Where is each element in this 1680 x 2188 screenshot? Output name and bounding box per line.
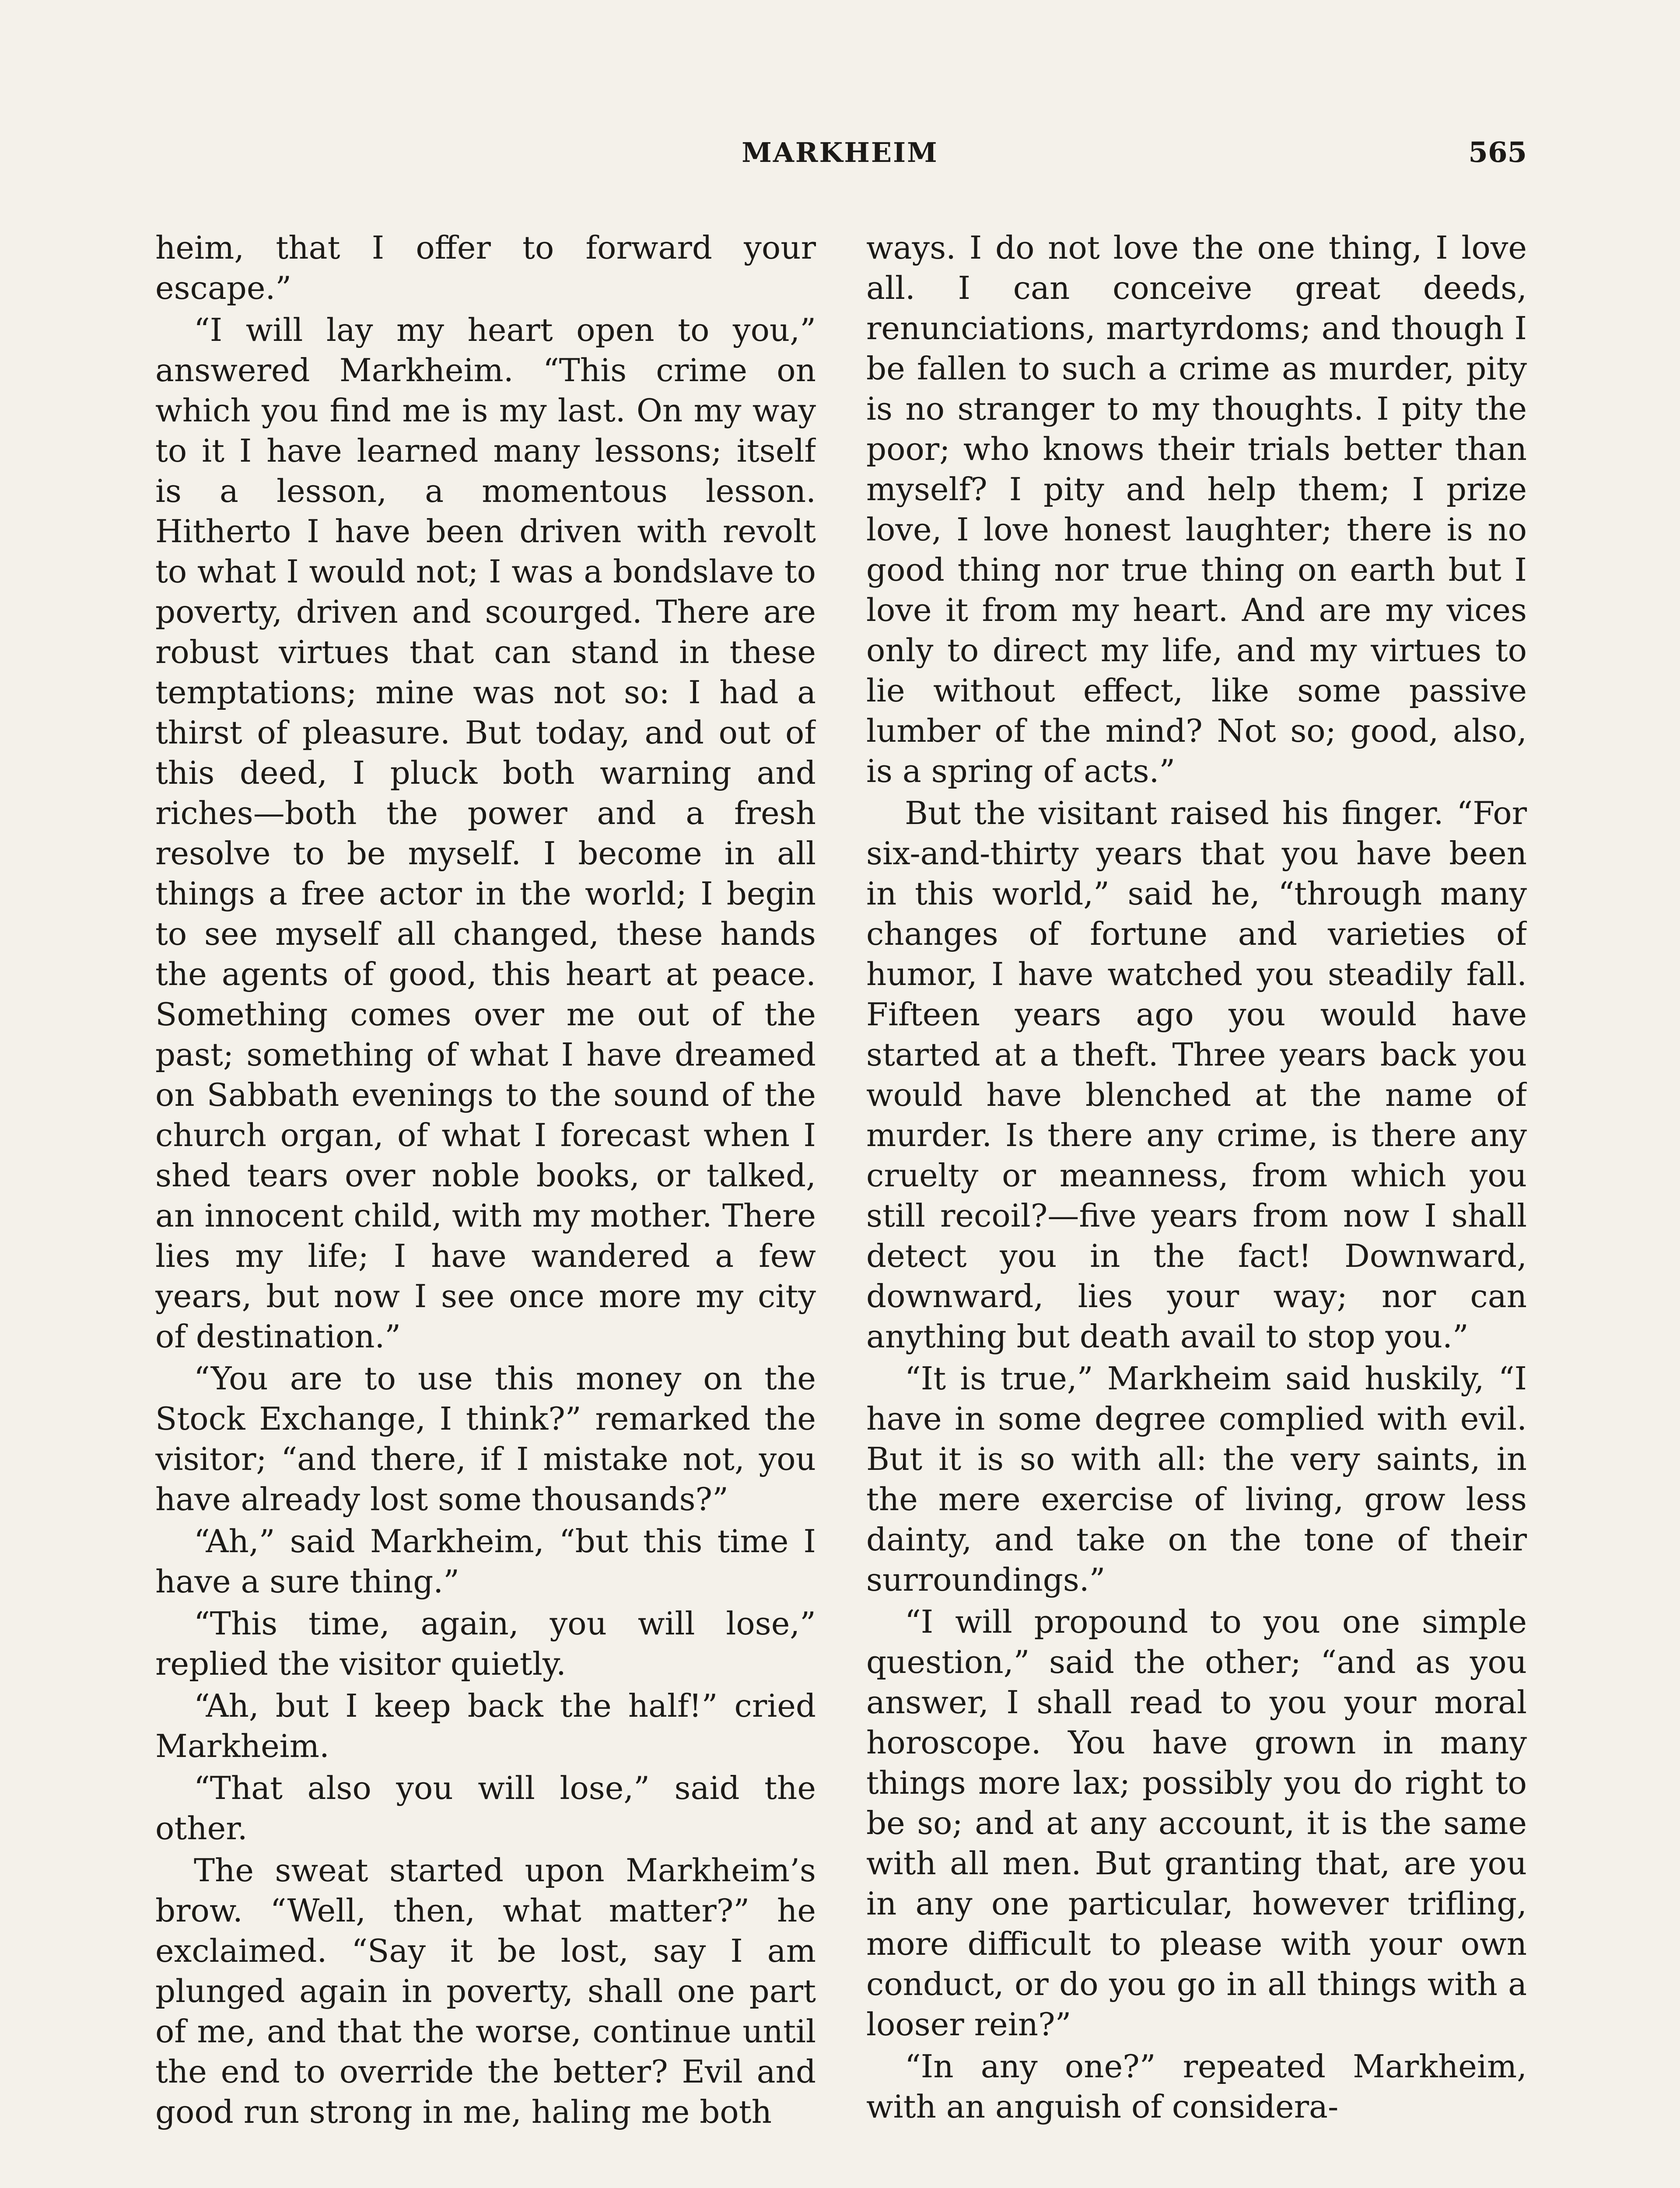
paragraph: “I will lay my heart open to you,” answered Markheim. “This crime on which you find me is my last. On my way to it I have learned many lessons; itself is a lesson, a momentous lesson. Hitherto I have been driven with revolt to what I would not; I was a bondslave to poverty, driven and scourged. There are robust virtues that can stand in these temptations; mine was not so: I had a thirst of pleasure. But today, and out of this deed, I pluck both warning and riches—both the power and a fresh resolve to be myself. I become in all things a free actor in the world; I begin to see myself all changed, these hands the agents of good, this heart at peace. Something comes over me out of the past; something of what I have dreamed on Sabbath evenings to the sound of the church organ, of what I forecast when I shed tears over noble books, or talked, an innocent child, with my mother. There lies my life; I have wandered a few years, but now I see once more my city of destination.” <box>155 312 816 1355</box>
paragraph: “This time, again, you will lose,” replied the visitor quietly. <box>155 1605 816 1682</box>
paragraph: “Ah,” said Markheim, “but this time I have a sure thing.” <box>155 1523 816 1600</box>
paragraph: “I will propound to you one simple question,” said the other; “and as you answer, I shall read to you your moral horoscope. You have grown in many things more lax; possibly you do right to be so; and at any account, it is the same with all men. But granting that, are you in any one particular, however trifling, more difficult to please with your own conduct, or do you go in all things with a looser rein?” <box>866 1603 1527 2043</box>
paragraph: ways. I do not love the one thing, I love all. I can conceive great deeds, renunciations, martyrdoms; and though I be fallen to such a crime as murder, pity is no stranger to my thoughts. I pity the poor; who knows their trials better than myself? I pity and help them; I prize love, I love honest laughter; there is no good thing nor true thing on earth but I love it from my heart. And are my vices only to direct my life, and my virtues to lie without effect, like some passive lumber of the mind? Not so; good, also, is a spring of acts.” <box>866 229 1527 789</box>
right-column <box>866 228 1527 2188</box>
paragraph: “That also you will lose,” said the other. <box>155 1770 816 1847</box>
paragraph: “Ah, but I keep back the half!” cried Markheim. <box>155 1687 816 1764</box>
paragraph: The sweat started upon Markheim’s brow. “Well, then, what matter?” he exclaimed. “Say it be lost, say I am plunged again in poverty, shall one part of me, and that the worse, continue until the end to override the better? Evil and good run strong in me, haling me both <box>155 1852 816 2130</box>
running-title: MARKHEIM <box>742 137 938 168</box>
paragraph: “You are to use this money on the Stock Exchange, I think?” remarked the visitor; “and there, if I mistake not, you have already lost some thousands?” <box>155 1360 816 1518</box>
page-number: 565 <box>1468 136 1527 169</box>
left-column <box>155 228 816 2188</box>
paragraph: “It is true,” Markheim said huskily, “I have in some degree complied with evil. But it is so with all: the very saints, in the mere exercise of living, grow less dainty, and take on the tone of their surroundings.” <box>866 1360 1527 1598</box>
paragraph: But the visitant raised his finger. “For six-and-thirty years that you have been in this world,” said he, “through many changes of fortune and varieties of humor, I have watched you steadily fall. Fifteen years ago you would have started at a theft. Three years back you would have blenched at the name of murder. Is there any crime, is there any cruelty or meanness, from which you still recoil?—five years from now I shall detect you in the fact! Downward, downward, lies your way; nor can anything but death avail to stop you.” <box>866 795 1527 1355</box>
paragraph: heim, that I offer to forward your escape.” <box>155 229 816 306</box>
paragraph: “In any one?” repeated Markheim, with an anguish of considera- <box>866 2048 1527 2125</box>
